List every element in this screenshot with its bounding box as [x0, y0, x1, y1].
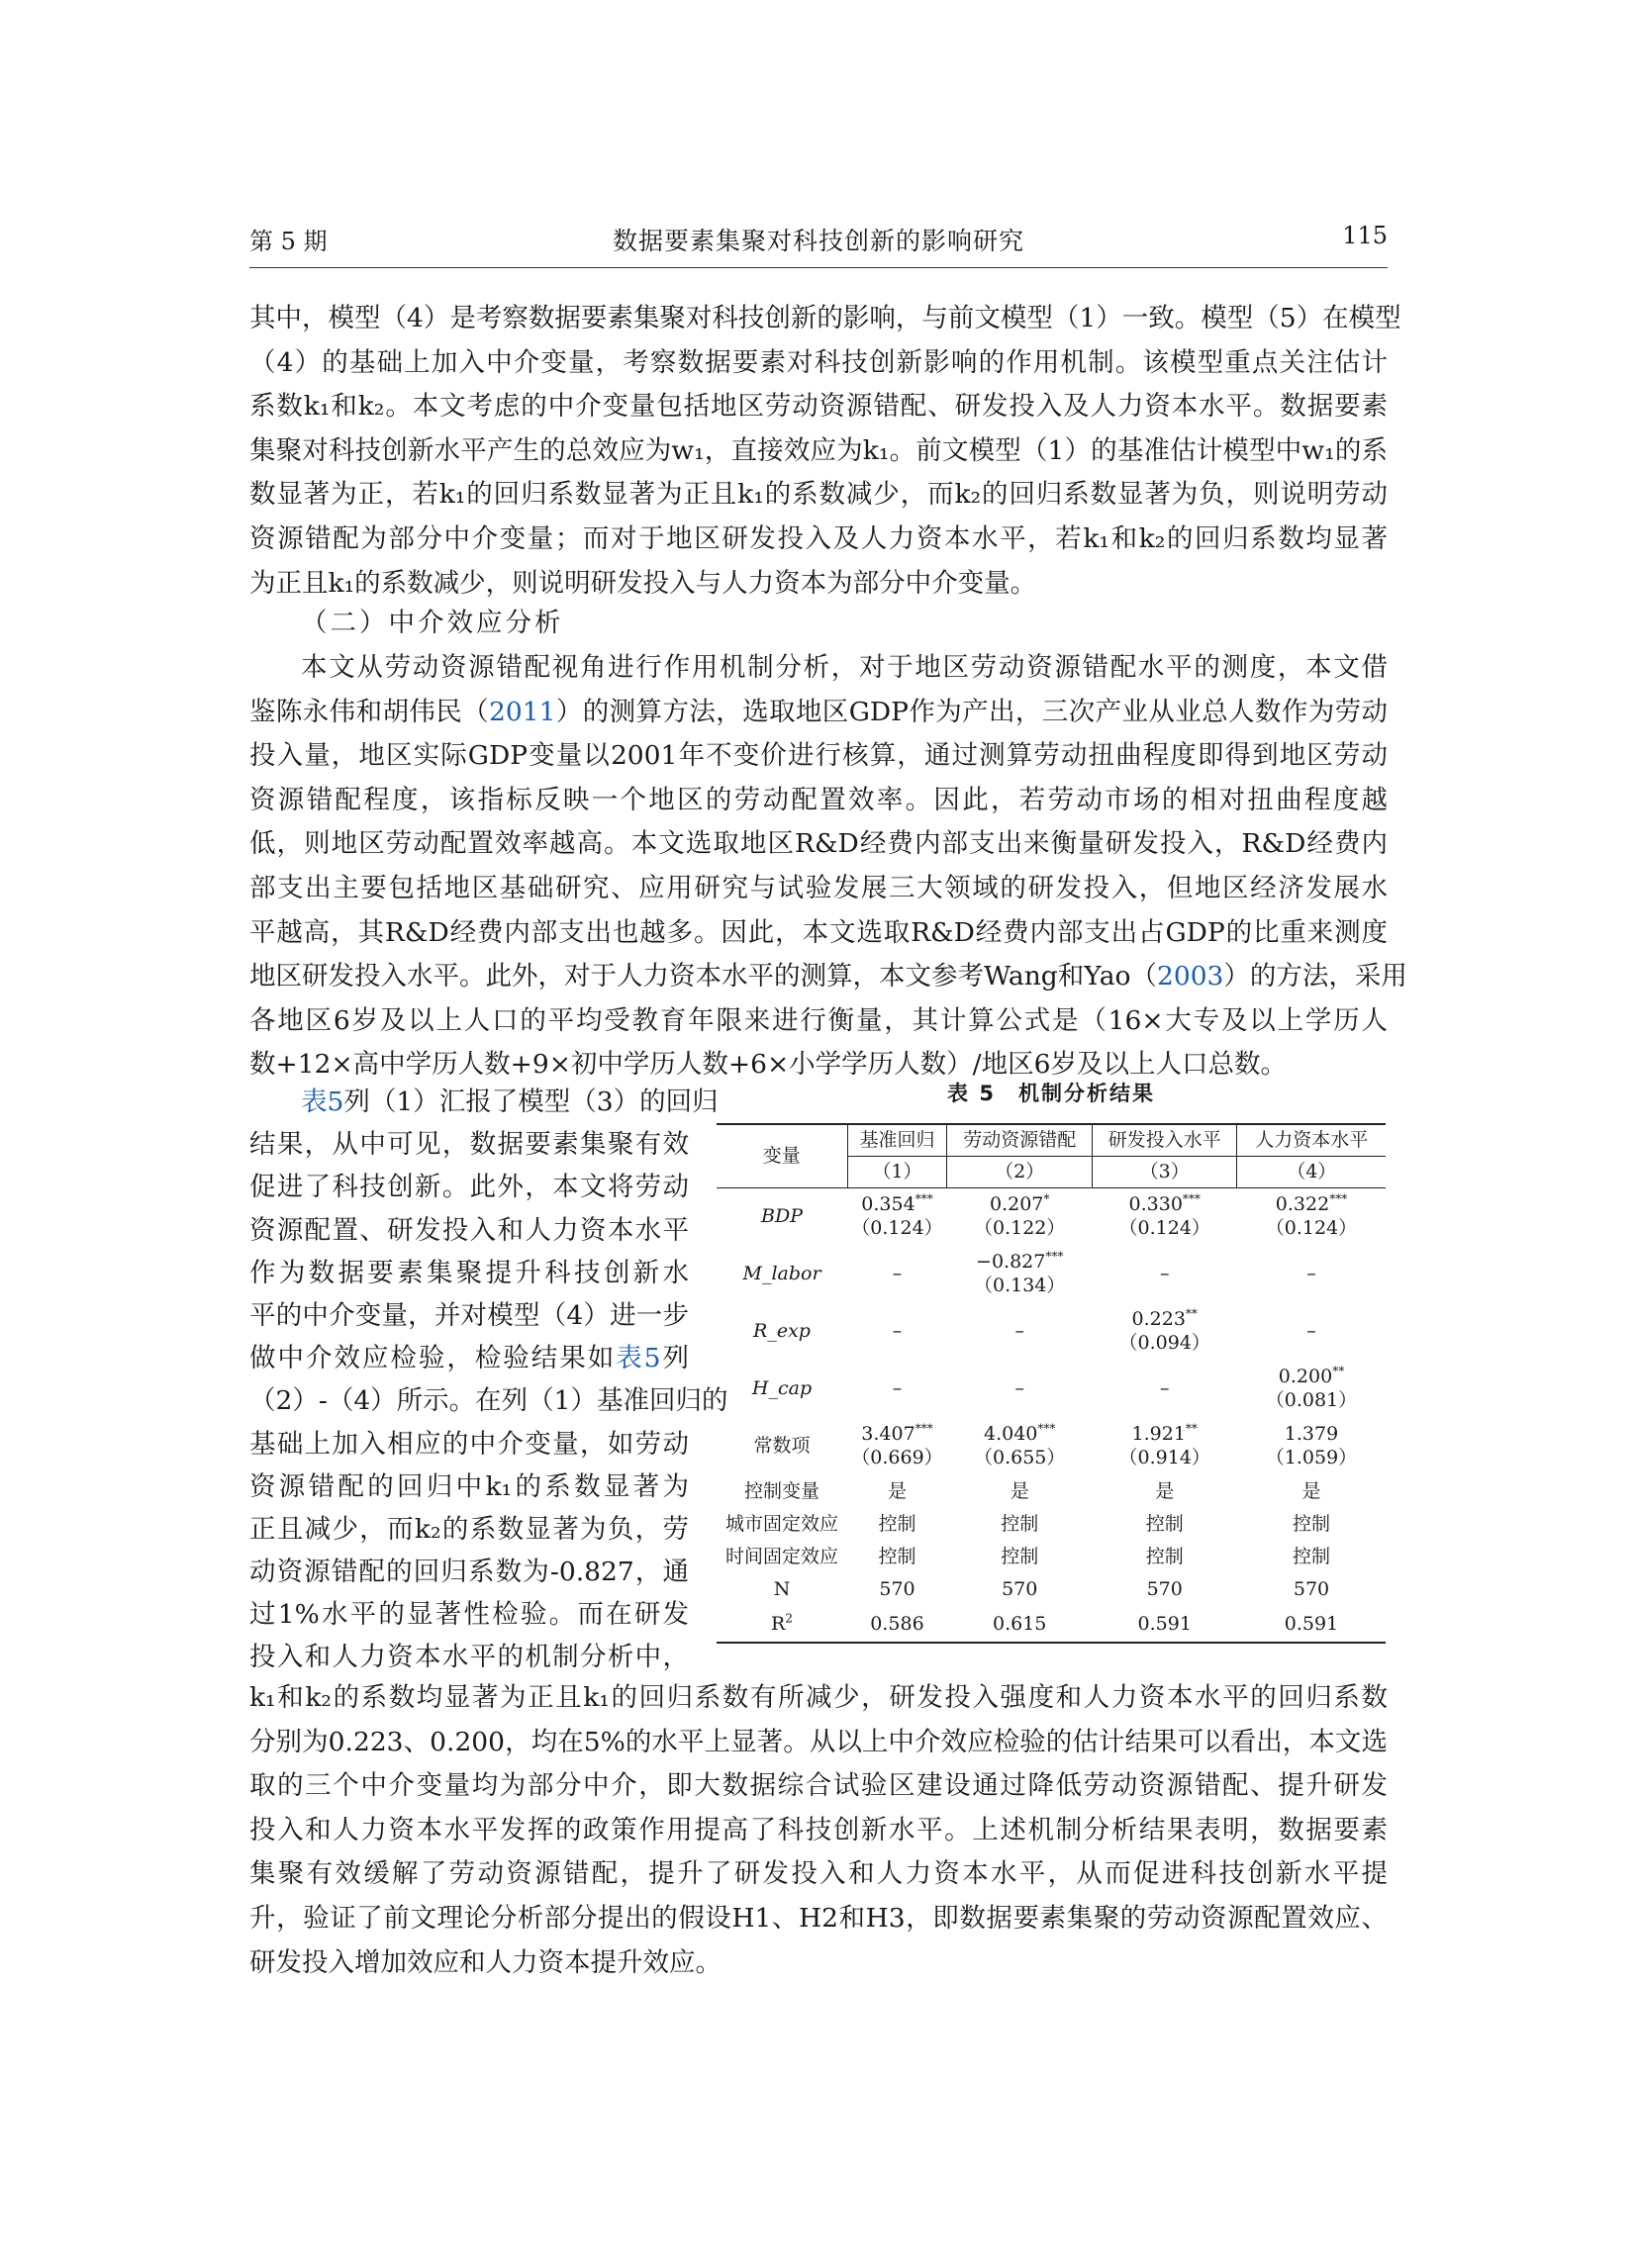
table-row-r2: [717, 1605, 1386, 1643]
table-cell: 570: [1002, 1577, 1038, 1600]
table-cell: 570: [1146, 1577, 1183, 1600]
coef-number: 0.322: [1275, 1193, 1330, 1216]
table-cell: 控制: [1292, 1545, 1330, 1567]
header-variable: 变量: [762, 1145, 801, 1168]
paragraph-3: [249, 1676, 1388, 1985]
significance-stars: ***: [1037, 1421, 1056, 1436]
text-line: 基础上加入相应的中介变量，如劳动: [249, 1428, 689, 1460]
text-line: 投入量，地区实际GDP变量以2001年不变价进行核算，通过测算劳动扭曲程度即得到地区劳动: [249, 740, 1388, 772]
text-line: （4）的基础上加入中介变量，考察数据要素对科技创新影响的作用机制。该模型重点关注估计: [249, 346, 1388, 378]
significance-stars: **: [1332, 1364, 1345, 1378]
row-label: M_labor: [742, 1263, 821, 1284]
text-line: 动资源错配的回归系数为-0.827，通: [249, 1557, 689, 1588]
coef-number: –: [1306, 1320, 1316, 1342]
standard-error: （0.081）: [1265, 1389, 1358, 1411]
row-label: 城市固定效应: [725, 1512, 839, 1535]
table-cell: 570: [1293, 1577, 1330, 1600]
coef-value: [847, 1262, 947, 1285]
text-span: 地区研发投入水平。此外，对于人力资本水平的测算，本文参考Wang和Yao（: [249, 961, 1157, 992]
coef-number: 1.921: [1131, 1423, 1186, 1445]
standard-error: （0.094）: [1118, 1332, 1210, 1354]
significance-stars: *: [1043, 1191, 1050, 1206]
significance-stars: **: [1185, 1421, 1198, 1436]
table-row: [717, 1360, 1386, 1417]
text-line: 研发投入增加效应和人力资本提升效应。: [249, 1946, 722, 1978]
coef-number: –: [1014, 1320, 1024, 1342]
coef-cell: [847, 1360, 947, 1417]
paragraph-1: [249, 297, 1401, 606]
coef-number: –: [1159, 1263, 1170, 1284]
coef-number: 4.040: [984, 1423, 1038, 1445]
running-title: 数据要素集聚对科技创新的影响研究: [612, 227, 1024, 255]
col-number: （1）: [847, 1156, 947, 1187]
text-line: 投入和人力资本水平发挥的政策作用提高了科技创新水平。上述机制分析结果表明，数据要素: [249, 1814, 1388, 1845]
text-line: 本文从劳动资源错配视角进行作用机制分析，对于地区劳动资源错配水平的测度，本文借: [301, 652, 1388, 683]
header-col-3: 研发投入水平: [1092, 1124, 1237, 1156]
coef-value: [947, 1250, 1093, 1274]
text-line: 作为数据要素集聚提升科技创新水: [249, 1257, 689, 1288]
coef-value: [947, 1422, 1093, 1446]
table-cell: 是: [1155, 1479, 1175, 1502]
significance-stars: ***: [915, 1191, 933, 1206]
table-cell: 控制: [878, 1512, 916, 1535]
text-span: ）的方法，采用: [1223, 961, 1407, 992]
standard-error: （0.655）: [974, 1447, 1066, 1468]
text-line: 投入和人力资本水平的机制分析中，: [249, 1642, 689, 1673]
coef-cell: [1237, 1302, 1386, 1360]
coef-cell: [947, 1245, 1093, 1302]
coef-value: [847, 1319, 947, 1343]
text-line: 资源错配为部分中介变量；而对于地区研发投入及人力资本水平，若k₁和k₂的回归系数均显著: [249, 522, 1388, 554]
coef-number: 1.379: [1284, 1423, 1339, 1445]
coef-number: 3.407: [861, 1423, 915, 1445]
coef-cell: [1237, 1360, 1386, 1417]
standard-error: （0.914）: [1118, 1447, 1210, 1468]
text-line: 为正且k₁的系数减少，则说明研发投入与人力资本为部分中介变量。: [249, 567, 1037, 599]
standard-error: （0.124）: [1118, 1217, 1210, 1240]
col-number: （3）: [1092, 1156, 1237, 1187]
text-line: [249, 955, 1407, 999]
coef-number: −0.827: [976, 1251, 1046, 1273]
text-line: 取的三个中介变量均为部分中介，即大数据综合试验区建设通过降低劳动资源错配、提升研发: [249, 1770, 1388, 1802]
row-label: N: [773, 1577, 791, 1600]
text-line: 升，验证了前文理论分析部分提出的假设H1、H2和H3，即数据要素集聚的劳动资源配置效应、: [249, 1902, 1388, 1934]
row-label: 常数项: [753, 1435, 811, 1457]
table-cell: 控制: [1001, 1512, 1039, 1535]
coef-number: –: [892, 1263, 903, 1284]
left-column-text: [249, 1081, 728, 1679]
coef-value: [947, 1192, 1093, 1216]
r2-superscript: 2: [785, 1611, 793, 1626]
coef-cell: [1237, 1417, 1386, 1474]
coef-number: –: [892, 1377, 903, 1399]
mechanism-results-table: [717, 1123, 1386, 1644]
paragraph-2: [249, 646, 1407, 1087]
r2-value: 0.591: [1137, 1612, 1192, 1635]
significance-stars: ***: [1182, 1191, 1201, 1206]
standard-error: （0.124）: [851, 1217, 943, 1240]
coef-value: [847, 1376, 947, 1400]
row-label: BDP: [761, 1205, 803, 1228]
text-line: 平的中介变量，并对模型（4）进一步: [249, 1299, 689, 1331]
coef-cell: [1237, 1187, 1386, 1245]
coefficient-rows: [717, 1187, 1386, 1474]
text-line: 促进了科技创新。此外，本文将劳动: [249, 1172, 689, 1203]
citation-link-2003[interactable]: 2003: [1156, 961, 1224, 992]
citation-link-2011[interactable]: 2011: [489, 696, 556, 727]
table-title: 表 5 机制分析结果: [947, 1082, 1155, 1105]
coef-value: [1092, 1422, 1237, 1446]
text-line: 资源错配的回归中k₁的系数显著为: [249, 1470, 689, 1502]
coef-cell: [1092, 1417, 1237, 1474]
coef-cell: [847, 1245, 947, 1302]
text-line: 正且减少，而k₂的系数显著为负，劳: [249, 1513, 689, 1545]
table-5-link[interactable]: 表5: [301, 1087, 344, 1117]
coef-cell: [847, 1302, 947, 1360]
coef-number: –: [892, 1320, 903, 1342]
text-line: [249, 691, 1388, 735]
coef-cell: [1092, 1187, 1237, 1245]
standard-error: （0.134）: [974, 1275, 1066, 1296]
coef-number: 0.207: [990, 1193, 1044, 1216]
text-line: 过1%水平的显著性检验。而在研发: [249, 1599, 689, 1631]
text-line: 部支出主要包括地区基础研究、应用研究与试验发展三大领域的研发投入，但地区经济发展水: [249, 872, 1388, 903]
significance-stars: **: [1185, 1306, 1198, 1321]
text-line: （2）-（4）所示。在列（1）基准回归的: [249, 1385, 728, 1417]
r2-value: 0.615: [993, 1612, 1047, 1635]
table-cell: 控制: [1145, 1545, 1184, 1567]
control-rows: [717, 1474, 1386, 1605]
table-5-link[interactable]: 表5: [616, 1343, 661, 1374]
text-line: 低，则地区劳动配置效率越高。本文选取地区R&D经费内部支出来衡量研发投入，R&D经费内: [249, 828, 1388, 860]
col-number: （4）: [1237, 1156, 1386, 1187]
row-label: R_exp: [753, 1320, 811, 1342]
section-subheading: （二）中介效应分析: [301, 608, 564, 638]
coef-value: [1237, 1319, 1386, 1343]
table-row: [717, 1245, 1386, 1302]
issue-number: 第 5 期: [249, 228, 328, 255]
coef-cell: [847, 1187, 947, 1245]
text-line: 结果，从中可见，数据要素集聚有效: [249, 1129, 689, 1161]
coef-value: [1237, 1192, 1386, 1216]
coef-value: [1092, 1262, 1237, 1285]
coef-number: 0.223: [1131, 1308, 1186, 1330]
text-span: 鉴陈永伟和胡伟民（: [249, 696, 490, 727]
coef-value: [1237, 1365, 1386, 1388]
coef-number: 0.330: [1128, 1193, 1183, 1216]
coef-number: –: [1159, 1377, 1170, 1399]
text-line: 集聚有效缓解了劳动资源错配，提升了研发投入和人力资本水平，从而促进科技创新水平提: [249, 1858, 1388, 1890]
coef-value: [1092, 1376, 1237, 1400]
row-label: H_cap: [751, 1377, 813, 1399]
coef-value: [1092, 1192, 1237, 1216]
text-span: ）的测算方法，选取地区GDP作为产出，三次产业从业总人数作为劳动: [555, 696, 1388, 727]
coef-number: –: [1306, 1263, 1316, 1284]
table-row: [717, 1572, 1386, 1605]
row-label-r2: [717, 1605, 847, 1643]
standard-error: （0.124）: [1265, 1217, 1358, 1240]
coef-number: 0.354: [861, 1193, 915, 1216]
table-row: [717, 1302, 1386, 1360]
standard-error: （0.122）: [974, 1217, 1066, 1240]
text-line: 资源配置、研发投入和人力资本水平: [249, 1214, 689, 1246]
text-span: 做中介效应检验，检验结果如: [249, 1343, 617, 1374]
text-span: 列: [660, 1343, 690, 1374]
coef-value: [847, 1192, 947, 1216]
text-span: 列（1）汇报了模型（3）的回归: [343, 1087, 719, 1117]
text-line: 数+12×高中学历人数+9×初中学历人数+6×小学学历人数）/地区6岁及以上人口总数。: [249, 1049, 1287, 1081]
standard-error: （0.669）: [851, 1447, 943, 1468]
running-header: [249, 222, 1388, 267]
table-cell: 控制: [1292, 1512, 1330, 1535]
table-cell: 是: [887, 1479, 907, 1502]
table-row: [717, 1474, 1386, 1507]
header-col-2: 劳动资源错配: [947, 1124, 1093, 1156]
text-line: [249, 1081, 719, 1123]
coef-number: 0.200: [1278, 1366, 1333, 1387]
table-row: [717, 1507, 1386, 1540]
coef-cell: [1237, 1245, 1386, 1302]
significance-stars: ***: [1329, 1191, 1348, 1206]
coef-cell: [1092, 1302, 1237, 1360]
text-line: 集聚对科技创新水平产生的总效应为w₁，直接效应为k₁。前文模型（1）的基准估计模型中w₁的系: [249, 434, 1388, 466]
coef-cell: [1092, 1245, 1237, 1302]
table-cell: 570: [879, 1577, 915, 1600]
header-col-1: 基准回归: [847, 1124, 947, 1156]
table-cell: 控制: [1001, 1545, 1039, 1567]
table-row: [717, 1540, 1386, 1572]
table-row: [717, 1417, 1386, 1474]
coef-cell: [947, 1417, 1093, 1474]
coef-value: [947, 1319, 1093, 1343]
text-line: 系数k₁和k₂。本文考虑的中介变量包括地区劳动资源错配、研发投入及人力资本水平。数据要素: [249, 391, 1388, 423]
coef-value: [1237, 1422, 1386, 1446]
coef-value: [1237, 1262, 1386, 1285]
significance-stars: ***: [1045, 1249, 1064, 1264]
header-rule: [249, 267, 1388, 268]
page-number: 115: [1342, 222, 1388, 249]
r2-value: 0.586: [870, 1612, 924, 1635]
table-row: [717, 1187, 1386, 1245]
standard-error: （1.059）: [1265, 1447, 1358, 1468]
table-cell: 是: [1301, 1479, 1321, 1502]
text-line: 各地区6岁及以上人口的平均受教育年限来进行衡量，其计算公式是（16×大专及以上学历人: [249, 1004, 1388, 1036]
text-line: 其中，模型（4）是考察数据要素集聚对科技创新的影响，与前文模型（1）一致。模型（5）在模型: [249, 303, 1401, 333]
coef-value: [1092, 1307, 1237, 1331]
table-cell: 控制: [878, 1545, 916, 1567]
coef-cell: [947, 1302, 1093, 1360]
text-line: 数显著为正，若k₁的回归系数显著为正且k₁的系数减少，而k₂的回归系数显著为负，则说明劳动: [249, 479, 1388, 511]
col-number: （2）: [947, 1156, 1093, 1187]
text-line: 资源错配程度，该指标反映一个地区的劳动配置效率。因此，若劳动市场的相对扭曲程度越: [249, 784, 1388, 815]
text-line: 平越高，其R&D经费内部支出也越多。因此，本文选取R&D经费内部支出占GDP的比重来测度: [249, 916, 1388, 948]
table-cell: 是: [1010, 1479, 1029, 1502]
header-col-4: 人力资本水平: [1237, 1124, 1386, 1156]
coef-number: –: [1014, 1377, 1024, 1399]
significance-stars: ***: [915, 1421, 933, 1436]
row-label: 时间固定效应: [725, 1545, 839, 1567]
r2-label: R: [771, 1612, 786, 1635]
coef-cell: [947, 1187, 1093, 1245]
coef-cell: [947, 1360, 1093, 1417]
coef-value: [847, 1422, 947, 1446]
text-line: [249, 1337, 689, 1379]
row-label: 控制变量: [744, 1479, 820, 1502]
text-line: k₁和k₂的系数均显著为正且k₁的回归系数有所减少，研发投入强度和人力资本水平的回归系数: [249, 1682, 1388, 1713]
r2-value: 0.591: [1284, 1612, 1339, 1635]
coef-cell: [847, 1417, 947, 1474]
table-cell: 控制: [1145, 1512, 1184, 1535]
coef-value: [947, 1376, 1093, 1400]
text-line: 分别为0.223、0.200，均在5%的水平上显著。从以上中介效应检验的估计结果可以看出，本文选: [249, 1726, 1388, 1757]
coef-cell: [1092, 1360, 1237, 1417]
